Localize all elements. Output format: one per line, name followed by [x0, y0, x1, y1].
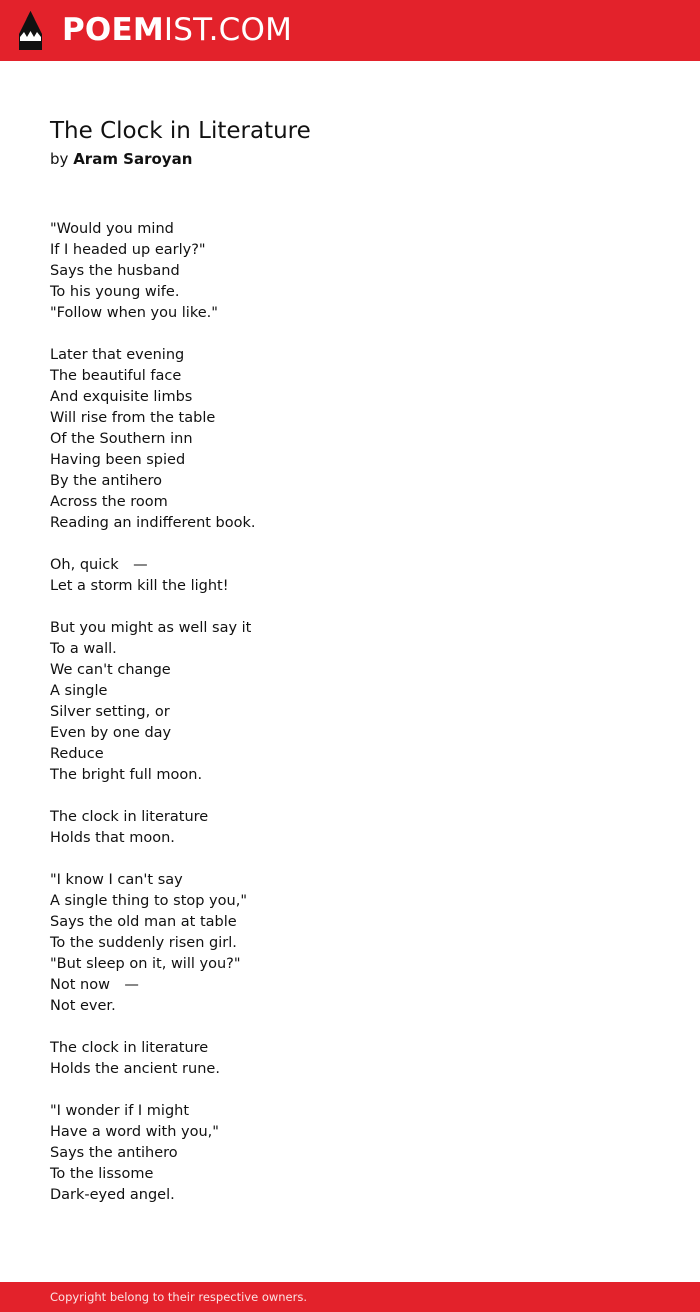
poem-line: "Follow when you like."	[50, 305, 218, 321]
author-name: Aram Saroyan	[73, 150, 193, 168]
stanza	[50, 345, 650, 534]
poem-line: "But sleep on it, will you?"	[50, 956, 241, 972]
poem-line: But you might as well say it	[50, 620, 252, 636]
poem-line: The beautiful face	[50, 368, 182, 384]
stanza	[50, 1101, 650, 1206]
poem-line: Says the antihero	[50, 1145, 178, 1161]
poem-line: Not ever.	[50, 998, 116, 1014]
poem-line: Holds the ancient rune.	[50, 1061, 220, 1077]
poem-line: Silver setting, or	[50, 704, 170, 720]
stanza	[50, 807, 650, 849]
poem-line: The clock in literature	[50, 1040, 209, 1056]
poem-line: By the antihero	[50, 473, 162, 489]
site-header	[0, 0, 700, 61]
poem-line: Not now —	[50, 977, 154, 993]
poem-line: To a wall.	[50, 641, 117, 657]
poem-line: To the suddenly risen girl.	[50, 935, 237, 951]
poem-line: If I headed up early?"	[50, 242, 206, 258]
brand-bold: POEM	[62, 12, 164, 48]
poem-line: To the lissome	[50, 1166, 154, 1182]
pencil-tip-icon[interactable]	[18, 10, 43, 51]
poem-line: Oh, quick —	[50, 557, 163, 573]
brand-light: IST.COM	[163, 12, 293, 48]
by-label: by	[50, 150, 69, 168]
stanza	[50, 219, 650, 324]
site-footer	[0, 1282, 700, 1312]
poem-line: To his young wife.	[50, 284, 180, 300]
poem-line: "I know I can't say	[50, 872, 183, 888]
byline	[50, 147, 650, 171]
poem-body	[50, 219, 650, 1206]
poem-line: Of the Southern inn	[50, 431, 193, 447]
stanza	[50, 618, 650, 786]
poem-line: The bright full moon.	[50, 767, 203, 783]
stanza	[50, 870, 650, 1017]
poem-line: Reading an indifferent book.	[50, 515, 256, 531]
poem-line: "Would you mind	[50, 221, 174, 237]
poem-line: And exquisite limbs	[50, 389, 193, 405]
poem-title: The Clock in Literature	[50, 118, 311, 144]
poem-line: Even by one day	[50, 725, 172, 741]
stanza	[50, 1038, 650, 1080]
poem-line: Will rise from the table	[50, 410, 216, 426]
poem-content	[50, 116, 650, 1227]
poem-line: "I wonder if I might	[50, 1103, 190, 1119]
poem-line: Holds that moon.	[50, 830, 175, 846]
poem-line: Later that evening	[50, 347, 185, 363]
poem-line: A single thing to stop you,"	[50, 893, 247, 909]
copyright-text: Copyright belong to their respective owners.	[50, 1290, 308, 1304]
poem-line: Let a storm kill the light!	[50, 578, 229, 594]
poem-line: Reduce	[50, 746, 104, 762]
poem-line: We can't change	[50, 662, 171, 678]
poem-line: The clock in literature	[50, 809, 209, 825]
poem-line: Says the old man at table	[50, 914, 237, 930]
poem-line: Having been spied	[50, 452, 186, 468]
poem-line: Dark-eyed angel.	[50, 1187, 175, 1203]
poem-line: Across the room	[50, 494, 168, 510]
poem-line: Have a word with you,"	[50, 1124, 219, 1140]
site-logo-text[interactable]	[62, 11, 292, 49]
poem-line: A single	[50, 683, 108, 699]
stanza	[50, 555, 650, 597]
poem-line: Says the husband	[50, 263, 180, 279]
